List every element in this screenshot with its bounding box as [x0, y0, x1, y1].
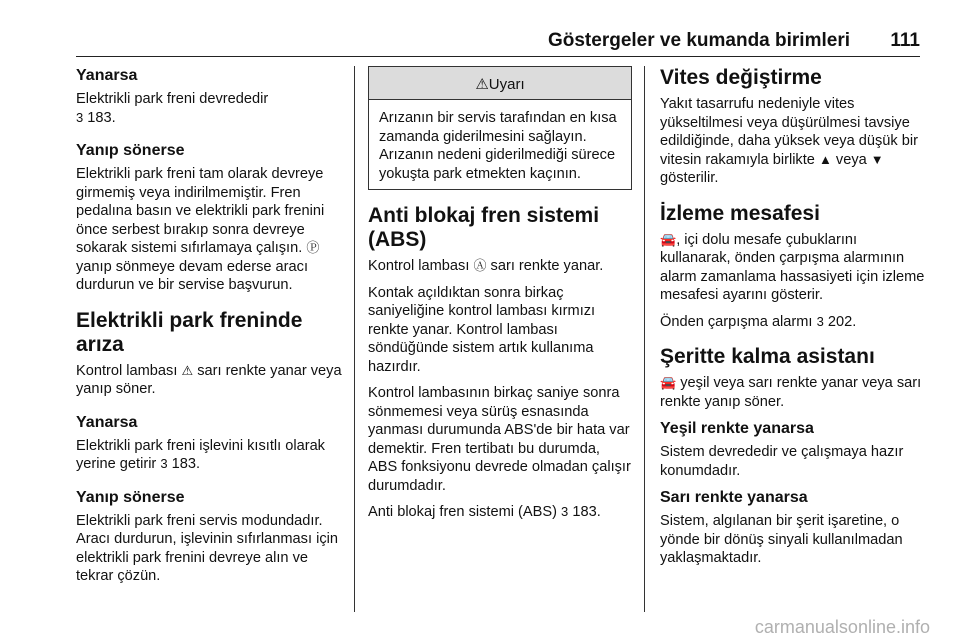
paragraph-abs-startup: Kontak açıldıktan sonra birkaç saniyeliğine kontrol lambası kırmızı renkte yanar. Kontrol lambası söndüğünde sistem artık kullanıma hazırdır. [368, 284, 596, 375]
paragraph-epb-active: Elektrikli park freni devrededir 3 183. [76, 91, 269, 126]
paragraph-gear-shift: Yakıt tasarrufu nedeniyle vites yükseltilmesi veya düşürülmesi tavsiye edildiğinde, daha yüksek veya düşük bir vitesin rakamıyla birlikte ▲ veya ▼ gösterilir. [660, 96, 918, 186]
arrow-up-icon: ▲ [818, 151, 832, 167]
page-reference-link[interactable]: 183. [87, 109, 116, 126]
paragraph-epb-blinking: Elektrikli park freni tam olarak devreye girmemiş veya indirilmemiştir. Fren pedalına basın ve elektrikli park frenini önce serbest bırakıp sonra devreye sokarak sistemi sıfırlamaya çalışın. Ⓟ yanıp sönmeye devam ederse aracı durdurun ve bir servise başvurun. [76, 166, 325, 293]
column-divider-2 [644, 66, 645, 612]
heading-yanip-sonerse-2: Yanıp sönerse [76, 488, 185, 506]
paragraph-collision-reference: Önden çarpışma alarmı 3 202. [660, 313, 857, 330]
paragraph-epb-service-mode: Elektrikli park freni servis modundadır. Aracı durdurun, işlevinin sıfırlanması için elektrikli park frenini devreye alın ve tekrar çözün. [76, 512, 338, 584]
paragraph-abs-error: Kontrol lambasının birkaç saniye sonra sönmemesi veya sürüş esnasında yanması durumunda ABS'de bir hata var demektir. Fren tertibatı bu durumda, ABS fonksiyonu devrede olmadan çalışır durumdadır. [368, 385, 631, 494]
page-reference-link[interactable]: 183. [171, 456, 201, 472]
column-1 [76, 66, 344, 594]
paragraph-green: Sistem devrededir ve çalışmaya hazır konumdadır. [660, 444, 904, 479]
paragraph-epb-fault: Kontrol lambası ⚠ sarı renkte yanar veya yanıp söner. [76, 362, 342, 397]
column-3 [660, 66, 930, 576]
paragraph-abs-lamp: Kontrol lambası Ⓐ sarı renkte yanar. [368, 258, 604, 274]
heading-yellow: Sarı renkte yanarsa [660, 489, 808, 506]
heading-following-distance: İzleme mesafesi [660, 201, 820, 225]
heading-epb-fault: Elektrikli park freninde arıza [76, 308, 303, 356]
heading-abs: Anti blokaj fren sistemi (ABS) [368, 204, 600, 251]
paragraph-abs-reference: Anti blokaj fren sistemi (ABS) 3 183. [368, 504, 601, 520]
warning-title: Uyarı [488, 76, 525, 93]
page-header [0, 0, 960, 58]
paragraph-yellow: Sistem, algılanan bir şerit işaretine, o yönde bir dönüş sinyali kullanılmadan yaklaşmaktadır. [660, 513, 903, 566]
heading-yanarsa: Yanarsa [76, 67, 138, 84]
abs-lamp-icon: Ⓐ [473, 258, 487, 273]
heading-gear-shift: Vites değiştirme [660, 66, 822, 89]
warning-header [369, 67, 631, 100]
epb-warning-lamp-icon: Ⓟ [306, 240, 320, 255]
heading-yanarsa-2: Yanarsa [76, 413, 138, 431]
paragraph-epb-limited: Elektrikli park freni işlevini kısıtlı olarak yerine getirir 3 183. [76, 437, 325, 472]
paragraph-following-distance: 🚘, içi dolu mesafe çubuklarını kullanarak, önden çarpışma alarmının alarm zamanlama hassasiyeti için izleme mesafesi ayarını gösterir. [660, 231, 925, 303]
page-reference-link[interactable]: 183. [572, 504, 601, 520]
page-reference-link[interactable]: 202. [827, 313, 857, 330]
watermark: carmanualsonline.info [754, 617, 930, 637]
column-2 [368, 66, 632, 530]
reference-arrow-icon: 3 [816, 313, 824, 329]
page-number: 111 [890, 30, 920, 51]
reference-arrow-icon: 3 [76, 109, 84, 125]
warning-triangle-icon: ⚠ [475, 76, 489, 93]
reference-arrow-icon: 3 [561, 504, 569, 519]
column-divider-1 [354, 66, 355, 612]
heading-yanip-sonerse: Yanıp sönerse [76, 142, 185, 159]
reference-arrow-icon: 3 [160, 456, 168, 471]
warning-text: Arızanın bir servis tarafından en kısa zamanda giderilmesini sağlayın. Arızanın nedeni giderilmediği sürece yokuşta park etmekten kaçının. [379, 110, 617, 182]
warning-box [368, 66, 632, 190]
lane-keep-icon: 🚘 [660, 375, 677, 390]
paragraph-lane-keep: 🚘 yeşil veya sarı renkte yanar veya sarı renkte yanıp söner. [660, 375, 922, 410]
heading-green: Yeşil renkte yanarsa [660, 420, 814, 437]
warning-body [369, 100, 631, 189]
arrow-down-icon: ▼ [870, 151, 884, 167]
heading-lane-keep: Şeritte kalma asistanı [660, 345, 875, 368]
following-distance-icon: 🚘 [660, 231, 677, 247]
header-divider [76, 56, 920, 57]
header-title: Göstergeler ve kumanda birimleri [547, 30, 850, 51]
epb-fault-lamp-icon: ⚠ [181, 362, 194, 378]
